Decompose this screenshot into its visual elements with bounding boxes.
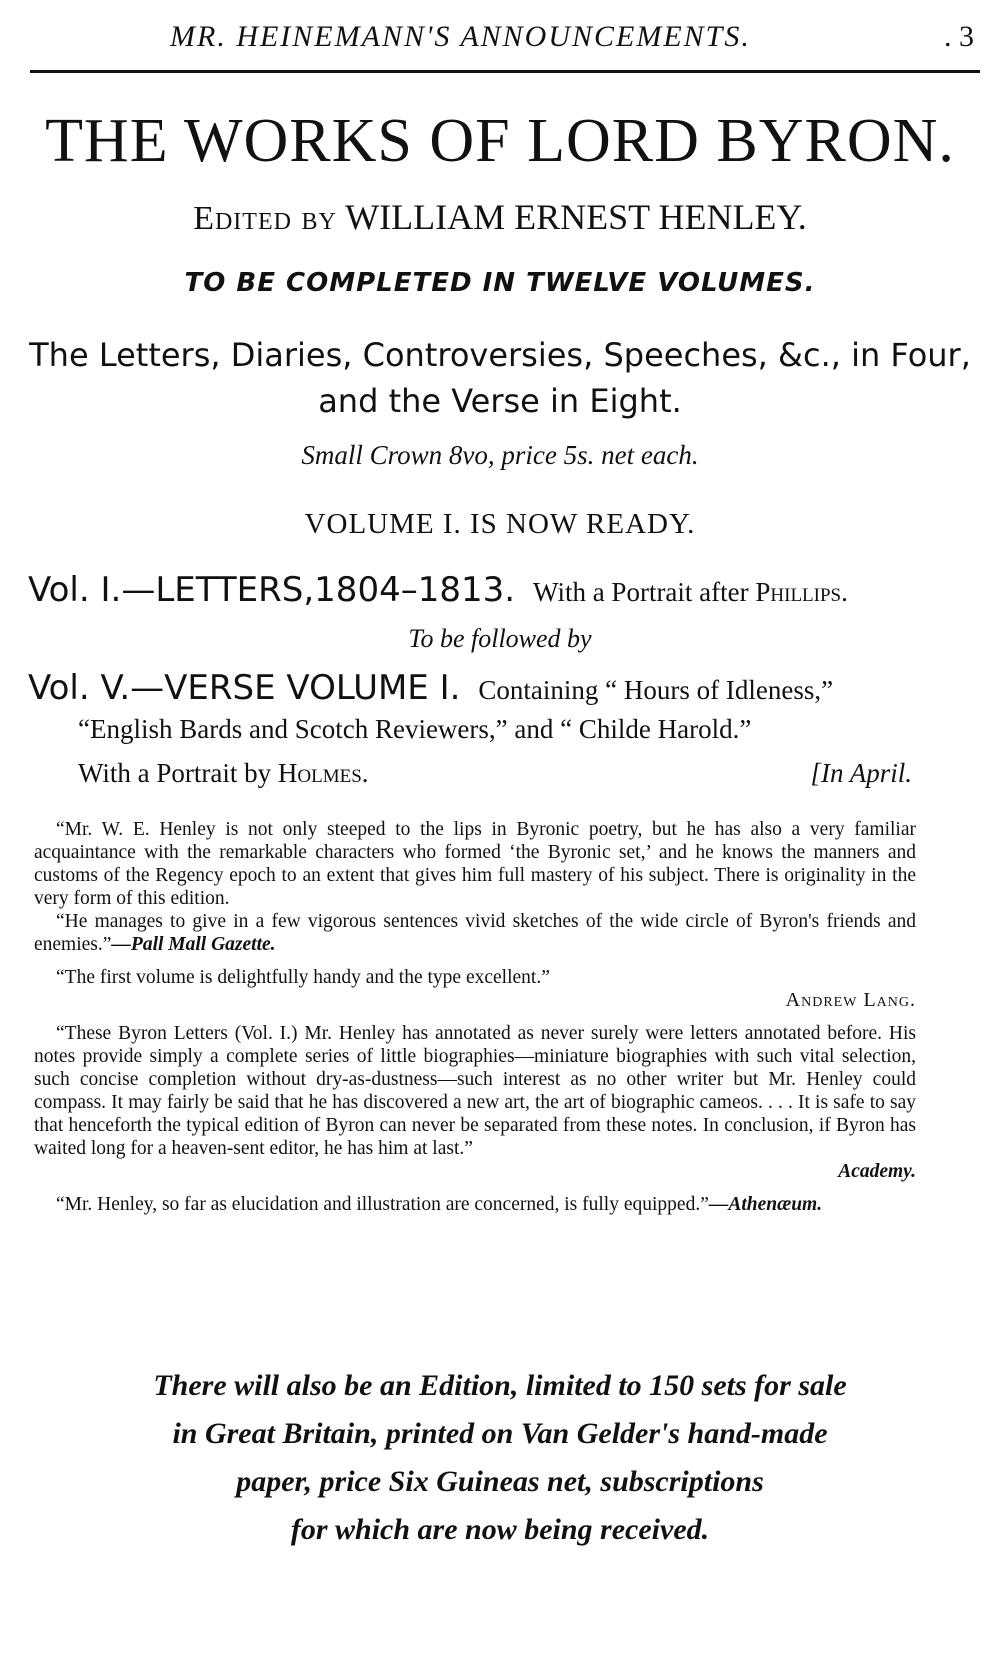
quote-text: “The first volume is delightfully handy and the type excellent.” [56,967,550,988]
header-rule [30,70,980,73]
volume-1-heading: Vol. I.—LETTERS,1804–1813. [28,570,516,610]
quote-text-continued [34,910,916,956]
quote-text-line [34,1193,916,1216]
edition-line-2: in Great Britain, printed on Van Gelder's hand-made [172,1417,828,1450]
edition-line-3: paper, price Six Guineas net, subscriptions [236,1465,764,1498]
quote-academy [34,1022,916,1183]
page-number: . 3 [944,20,974,53]
completion-note: TO BE COMPLETED IN TWELVE VOLUMES. [184,268,816,298]
quote-source: Andrew Lang. [785,989,916,1011]
volume-5-line [28,668,833,708]
edition-line-4: for which are now being received. [290,1513,710,1546]
quote-source: —Pall Mall Gazette. [111,934,276,955]
quote-text: “These Byron Letters (Vol. I.) Mr. Henley has annotated as never surely were letters annotated before. His notes provide simply a complete series of little biographies—miniature biographies with such vital selection, such concise completion without dry-as-dustness—such interest as no other writer but Mr. Henley could compass. It may fairly be said that he has discovered a new art, the art of biographic cameos. . . . It is safe to say that henceforth the typical edition of Byron can never be separated from these notes. In conclusion, if Byron has waited long for a heaven-sent editor, he has him at last.” [34,1023,916,1159]
contents-line-2: and the Verse in Eight. [318,382,682,420]
editor-prefix: Edited by [193,200,337,237]
edition-line-1: There will also be an Edition, limited to 150 sets for sale [153,1369,847,1402]
volume-1-description [533,577,848,607]
volume-5-description: Containing “ Hours of Idleness,” [478,675,834,705]
book-title: THE WORKS OF LORD BYRON. [45,107,955,175]
volume-5-portrait [78,758,369,789]
contents-line-1: The Letters, Diaries, Controversies, Speeches, &c., in Four, [29,336,971,374]
quote-text: “Mr. W. E. Henley is not only steeped to the lips in Byronic poetry, but he has also a very familiar acquaintance with the remarkable characters who formed ‘the Byronic set,’ and he knows the manners and customs of the Regency epoch to an extent that gives him full mastery of his subject. There is originality in the very form of this edition. [34,819,916,909]
quote-athenaeum [34,1193,916,1216]
format-price: Small Crown 8vo, price 5s. net each. [301,440,699,470]
running-title: MR. HEINEMANN'S ANNOUNCEMENTS. [170,20,751,53]
volume-5-heading: Vol. V.—VERSE VOLUME I. [28,668,461,708]
quote-source: Academy. [838,1161,916,1182]
quote-andrew-lang [34,966,916,1012]
quote-text: “Mr. Henley, so far as elucidation and illustration are concerned, is fully equipped.” [56,1194,709,1215]
ready-notice: VOLUME I. IS NOW READY. [304,508,696,540]
quote-pall-mall [34,818,916,956]
limited-edition-note [0,1362,1000,1554]
volume-5-artist: Holmes. [277,758,369,788]
running-head [30,14,980,54]
followed-by: To be followed by [408,624,592,653]
editor-line [0,196,1000,238]
volume-5-date: [In April. [810,758,912,788]
press-quotes [34,818,916,1226]
volume-1-desc-text: With a Portrait after [533,577,749,607]
quote-source: —Athenæum. [708,1194,823,1215]
volume-5-portrait-text: With a Portrait by [78,758,272,788]
quote-text-2: “He manages to give in a few vigorous sentences vivid sketches of the wide circle of Byron's friends and enemies.” [34,911,916,955]
volume-1-artist: Phillips. [755,577,848,607]
volume-1-line [28,570,848,610]
volume-5-contents: “English Bards and Scotch Reviewers,” and “ Childe Harold.” [78,714,752,744]
contents-description [0,332,1000,424]
editor-name: WILLIAM ERNEST HENLEY. [345,197,807,237]
